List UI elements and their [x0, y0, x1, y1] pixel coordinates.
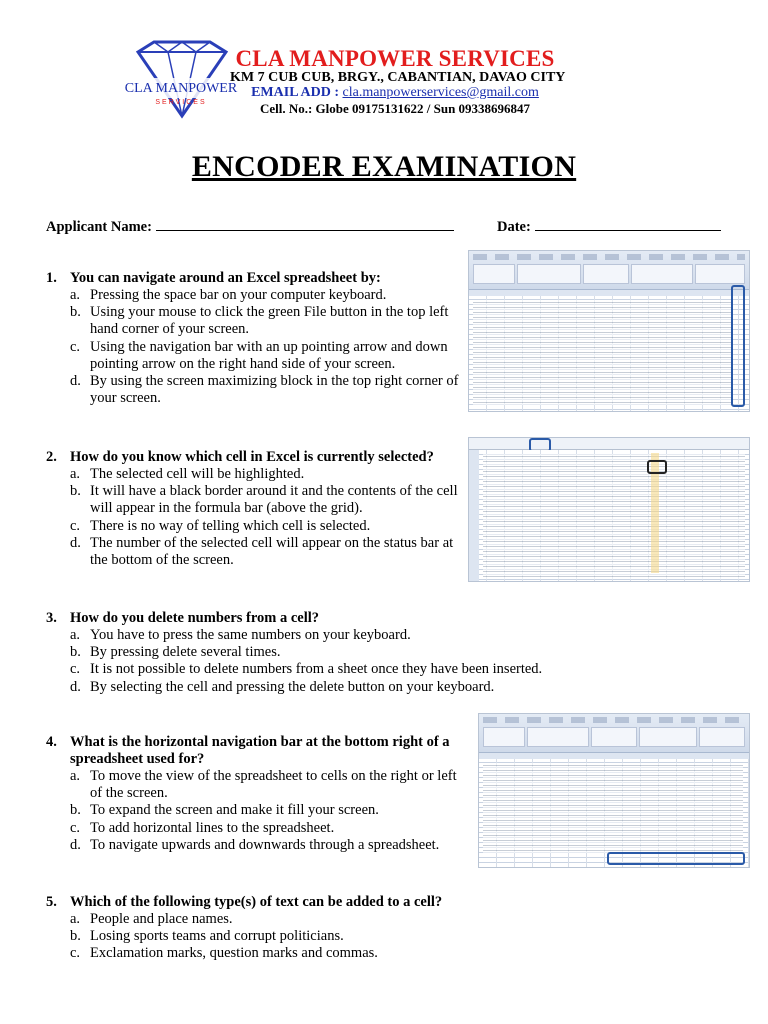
question-4: [46, 734, 471, 854]
option-c: c. To add horizontal lines to the spreadsheet.: [70, 819, 335, 836]
question-1: [46, 270, 466, 407]
option-c: c. Exclamation marks, question marks and commas.: [70, 945, 378, 962]
ribbon: [479, 714, 749, 753]
company-name: CLA MANPOWER SERVICES: [235, 46, 555, 71]
applicant-name-label: Applicant Name:: [46, 219, 152, 235]
option-d: d. By selecting the cell and pressing the delete button on your keyboard.: [70, 678, 495, 695]
question-5: [46, 894, 566, 963]
option-a: a. You have to press the same numbers on your keyboard.: [70, 627, 411, 643]
option-a: a. To move the view of the spreadsheet to cells on the right or left of the screen.: [70, 768, 457, 802]
company-email-line: [230, 85, 560, 101]
applicant-name-field: [46, 218, 454, 236]
page-title: ENCODER EXAMINATION: [191, 150, 577, 183]
option-a: a. Pressing the space bar on your computer keyboard.: [70, 287, 387, 303]
question-text: 2. How do you know which cell in Excel is currently selected?: [46, 449, 434, 465]
date-blank: [535, 218, 721, 231]
vertical-scrollbar-highlight: [731, 285, 745, 407]
email-label: EMAIL ADD :: [251, 85, 339, 100]
excel-screenshot-horizontal-scroll: [478, 713, 750, 868]
selected-cell-highlight: [647, 460, 667, 474]
sheet-grid: [479, 753, 749, 867]
email-link[interactable]: cla.manpowerservices@gmail.com: [342, 85, 539, 100]
option-c: c. There is no way of telling which cell is selected.: [70, 517, 371, 534]
option-c: c. Using the navigation bar with an up pointing arrow and down pointing arrow on the right hand side of your screen.: [70, 338, 448, 372]
question-text: 1. You can navigate around an Excel spreadsheet by:: [46, 270, 381, 286]
date-field: [497, 218, 721, 236]
question-text: 5. Which of the following type(s) of text can be added to a cell?: [46, 894, 443, 910]
option-b: b. Using your mouse to click the green File button in the top left hand corner of your screen.: [70, 304, 449, 338]
question-text: 3. How do you delete numbers from a cell?: [46, 610, 320, 626]
option-b: b. Losing sports teams and corrupt politicians.: [70, 928, 344, 945]
option-b: b. It will have a black border around it and the contents of the cell will appear in the formula bar (above the grid).: [70, 483, 458, 517]
date-label: Date:: [497, 219, 531, 235]
excel-screenshot-vertical-scroll: [468, 250, 750, 412]
logo-subtext: SERVICES: [155, 99, 207, 106]
ribbon: [469, 251, 749, 290]
question-2: [46, 449, 466, 569]
logo-text: CLA MANPOWER: [124, 81, 238, 96]
sheet-grid: [469, 450, 749, 581]
company-logo: [118, 38, 244, 120]
option-d: d. To navigate upwards and downwards through a spreadsheet.: [70, 836, 440, 853]
option-d: d. The number of the selected cell will appear on the status bar at the bottom of the screen.: [70, 534, 454, 569]
option-a: a. People and place names.: [70, 911, 233, 927]
option-d: d. By using the screen maximizing block in the top right corner of your screen.: [70, 373, 459, 407]
excel-screenshot-selected-cell: [468, 437, 750, 582]
question-3: [46, 610, 566, 696]
formula-bar: [469, 438, 749, 450]
question-text: 4. What is the horizontal navigation bar at the bottom right of a spreadsheet used for?: [46, 734, 450, 767]
company-cell-numbers: Cell. No.: Globe 09175131622 / Sun 09338696847: [259, 101, 531, 116]
option-b: b. To expand the screen and make it fill your screen.: [70, 802, 379, 819]
option-c: c. It is not possible to delete numbers from a sheet once they have been inserted.: [70, 661, 543, 678]
horizontal-scrollbar-highlight: [607, 852, 745, 865]
applicant-name-blank: [156, 218, 454, 231]
company-address: KM 7 CUB CUB, BRGY., CABANTIAN, DAVAO CITY: [230, 70, 566, 85]
option-b: b. By pressing delete several times.: [70, 644, 281, 661]
option-a: a. The selected cell will be highlighted.: [70, 466, 305, 482]
sheet-grid: [469, 290, 749, 411]
